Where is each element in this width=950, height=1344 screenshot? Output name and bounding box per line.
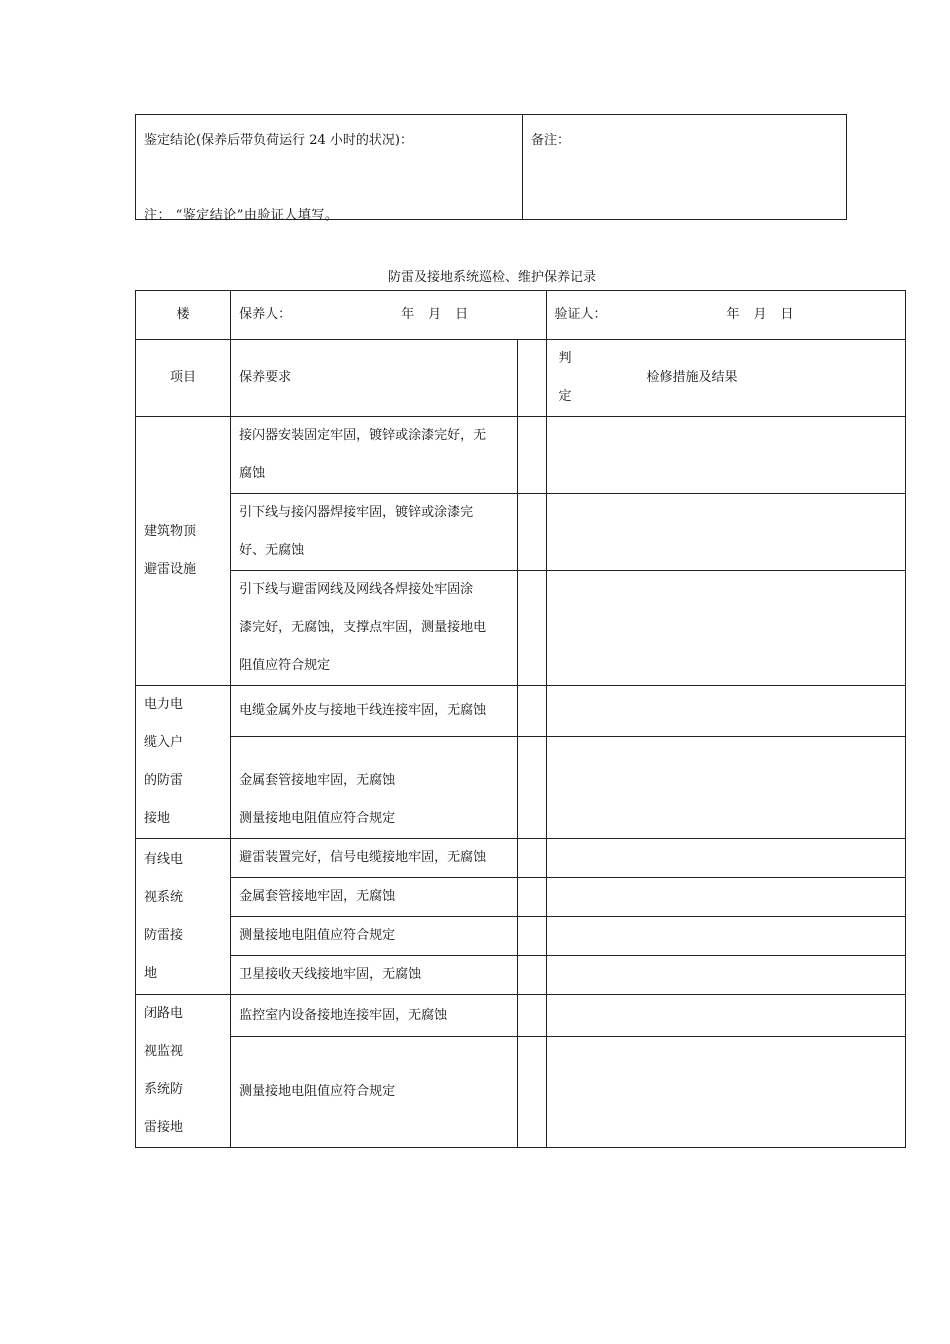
group-label-power-cable xyxy=(136,686,231,839)
requirement-line: 接闪器安装固定牢固，镀锌或涂漆完好，无 xyxy=(239,428,487,443)
requirement-header: 保养要求 xyxy=(231,340,518,417)
conclusion-label: 鉴定结论(保养后带负荷运行 24 小时的状况)： xyxy=(144,133,413,148)
measures-cell[interactable] xyxy=(546,571,906,686)
note-text: 注： “鉴定结论”由验证人填写。 xyxy=(144,208,339,223)
group-label-line: 接地 xyxy=(144,811,171,826)
requirement-line: 监控室内设备接地连接牢固，无腐蚀 xyxy=(239,1007,448,1023)
measures-cell[interactable] xyxy=(546,417,906,494)
requirement-cell xyxy=(231,995,518,1037)
group-label-line: 地 xyxy=(144,965,158,981)
group-label-line: 雷接地 xyxy=(144,1120,184,1135)
maintainer-year: 年 xyxy=(401,307,415,322)
group-label-cctv xyxy=(136,995,231,1148)
requirement-cell xyxy=(231,417,518,494)
verifier-cell[interactable] xyxy=(546,291,906,340)
measures-header: 检修措施及结果 xyxy=(646,370,738,385)
verifier-label: 验证人： xyxy=(554,307,607,322)
item-header: 项目 xyxy=(136,340,231,417)
group-label-line: 有线电 xyxy=(144,851,184,867)
measures-cell[interactable] xyxy=(546,494,906,571)
measures-cell[interactable] xyxy=(546,737,906,839)
requirement-cell xyxy=(231,571,518,686)
table-row xyxy=(136,917,906,956)
requirement-line: 阻值应符合规定 xyxy=(239,658,331,673)
requirement-cell xyxy=(231,737,518,839)
requirement-line: 避雷装置完好，信号电缆接地牢固，无腐蚀 xyxy=(239,850,487,865)
table-row xyxy=(136,417,906,494)
requirement-line: 金属套管接地牢固，无腐蚀 xyxy=(239,889,396,904)
verdict-header-2: 定 xyxy=(558,389,572,404)
group-label-line: 避雷设施 xyxy=(144,562,197,577)
verdict-cell[interactable] xyxy=(518,686,546,737)
requirement-cell xyxy=(231,686,518,737)
requirement-line: 引下线与接闪器焊接牢固，镀锌或涂漆完 xyxy=(239,505,474,520)
verdict-cell[interactable] xyxy=(518,494,546,571)
maintainer-day: 日 xyxy=(455,307,469,322)
verdict-header-1: 判 xyxy=(558,351,572,366)
requirement-line: 漆完好，无腐蚀，支撑点牢固，测量接地电 xyxy=(239,620,487,635)
group-label-roof xyxy=(136,417,231,686)
verifier-year: 年 xyxy=(726,307,740,322)
requirement-line: 好、无腐蚀 xyxy=(239,543,305,558)
group-label-line: 闭路电 xyxy=(144,1006,184,1021)
verdict-cell[interactable] xyxy=(518,995,546,1037)
verdict-cell[interactable] xyxy=(518,839,546,878)
table-row xyxy=(136,571,906,686)
requirement-cell xyxy=(231,494,518,571)
maintainer-label: 保养人： xyxy=(239,307,292,322)
requirement-line: 引下线与避雷网线及网线各焊接处牢固涂 xyxy=(239,582,474,597)
group-label-line: 防雷接 xyxy=(144,927,184,943)
group-label-line: 电力电 xyxy=(144,697,184,712)
measures-cell[interactable] xyxy=(546,686,906,737)
verifier-day: 日 xyxy=(780,307,794,322)
record-title: 防雷及接地系统巡检、维护保养记录 xyxy=(387,270,596,285)
table-row xyxy=(136,1037,906,1148)
maintenance-record-table xyxy=(135,290,906,1148)
group-label-line: 缆入户 xyxy=(144,735,184,750)
table-row xyxy=(136,737,906,839)
requirement-line: 测量接地电阻值应符合规定 xyxy=(239,928,396,943)
remark-label: 备注： xyxy=(531,133,571,148)
table-row xyxy=(136,956,906,995)
measures-cell[interactable] xyxy=(546,956,906,995)
building-cell[interactable] xyxy=(136,291,231,340)
measures-cell[interactable] xyxy=(546,1037,906,1148)
verdict-cell[interactable] xyxy=(518,737,546,839)
table-row xyxy=(136,494,906,571)
requirement-line: 测量接地电阻值应符合规定 xyxy=(239,811,396,826)
table-row xyxy=(136,995,906,1037)
measures-cell[interactable] xyxy=(546,917,906,956)
group-label-line: 视监视 xyxy=(144,1044,184,1059)
measures-cell[interactable] xyxy=(546,995,906,1037)
building-label: 楼 xyxy=(176,307,190,322)
verdict-cell[interactable] xyxy=(518,417,546,494)
requirement-cell xyxy=(231,878,518,917)
table-row xyxy=(136,839,906,878)
requirement-cell xyxy=(231,956,518,995)
verdict-cell[interactable] xyxy=(518,956,546,995)
requirement-cell xyxy=(231,917,518,956)
group-label-line: 的防雷 xyxy=(144,773,184,788)
requirement-line: 卫星接收天线接地牢固，无腐蚀 xyxy=(239,967,422,982)
requirement-cell xyxy=(231,839,518,878)
group-label-line: 系统防 xyxy=(144,1082,184,1097)
group-label-line: 视系统 xyxy=(144,889,184,905)
blank-header xyxy=(518,340,546,417)
group-label-line: 建筑物顶 xyxy=(144,524,197,539)
remark-cell[interactable] xyxy=(523,115,847,220)
group-label-cable-tv xyxy=(136,839,231,995)
verifier-month: 月 xyxy=(753,307,767,322)
requirement-cell xyxy=(231,1037,518,1148)
verdict-measures-header xyxy=(546,340,906,417)
table-row xyxy=(136,878,906,917)
requirement-line: 金属套管接地牢固，无腐蚀 xyxy=(239,773,396,788)
verdict-cell[interactable] xyxy=(518,1037,546,1148)
measures-cell[interactable] xyxy=(546,878,906,917)
maintainer-month: 月 xyxy=(428,307,442,322)
verdict-cell[interactable] xyxy=(518,878,546,917)
verdict-cell[interactable] xyxy=(518,571,546,686)
maintainer-cell[interactable] xyxy=(231,291,546,340)
requirement-line: 电缆金属外皮与接地干线连接牢固，无腐蚀 xyxy=(239,703,487,719)
verdict-cell[interactable] xyxy=(518,917,546,956)
requirement-line: 测量接地电阻值应符合规定 xyxy=(239,1084,396,1099)
table-row xyxy=(136,686,906,737)
requirement-line: 腐蚀 xyxy=(239,466,266,481)
measures-cell[interactable] xyxy=(546,839,906,878)
